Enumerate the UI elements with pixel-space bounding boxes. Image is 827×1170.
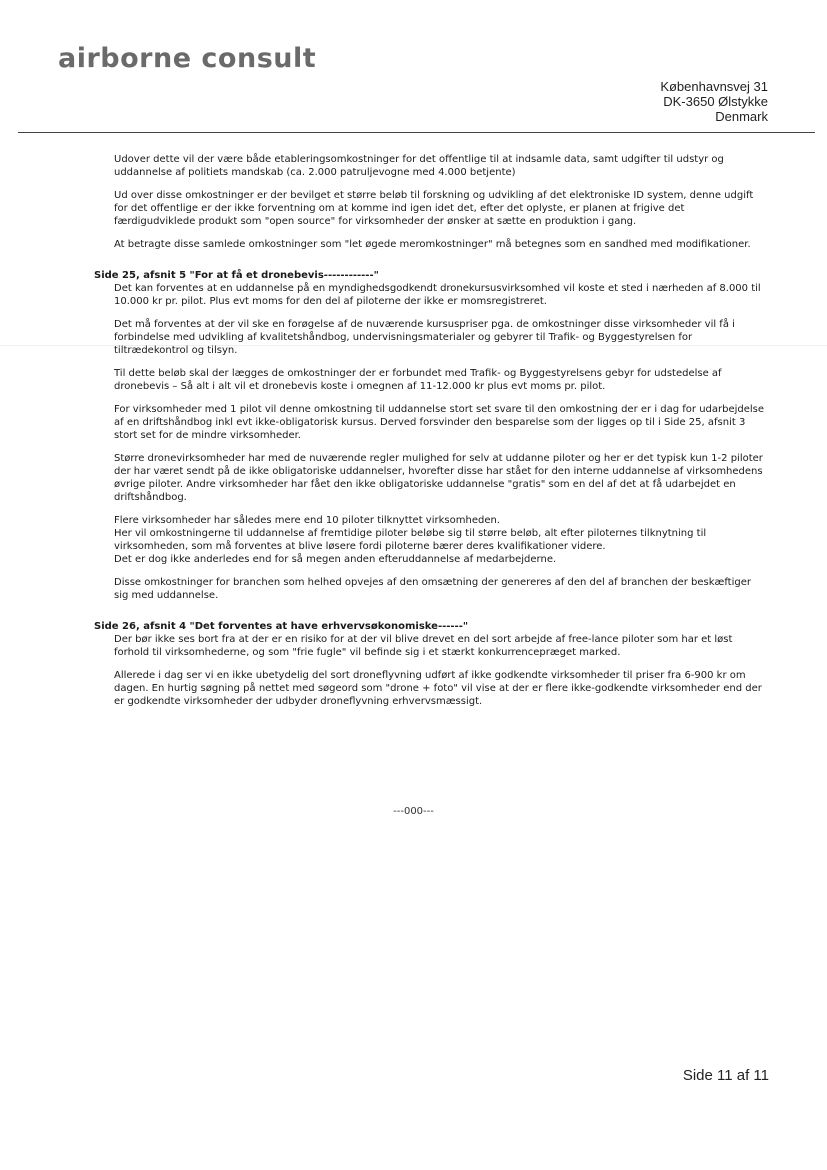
- paragraph: Til dette beløb skal der lægges de omkostninger der er forbundet med Trafik- og Byggestyrelsens gebyr for udstedelse af dronebevis – Så alt i alt vil et dronebevis koste i omegnen af 11-12.000 kr plus evt moms pr. pilot.: [114, 368, 722, 392]
- company-logo: airborne consult: [58, 43, 317, 74]
- page-number: Side 11 af 11: [682, 1067, 769, 1084]
- paragraph: Ud over disse omkostninger er der bevilget et større beløb til forskning og udvikling af det elektroniske ID system, denne udgift for det offentlige er der ikke forventning om at komme ind igen idet det, efter det oplyste, er planen at frigive det færdigudviklede produkt som "open source" for virksomheder der ønsker at sætte en produktion i gang.: [114, 190, 754, 227]
- address-street: Københavnsvej 31: [660, 79, 768, 94]
- paragraph: Det kan forventes at en uddannelse på en myndighedsgodkendt dronekursusvirksomhed vil koste et sted i nærheden af 8.000 til 10.000 kr pr. pilot. Plus evt moms for den del af piloterne der ikke er momsregistreret.: [114, 283, 761, 307]
- address-country: Denmark: [715, 109, 768, 124]
- paragraph: At betragte disse samlede omkostninger som "let øgede meromkostninger" må betegnes som en sandhed med modifikationer.: [114, 239, 751, 250]
- end-separator: ---000---: [393, 806, 434, 817]
- document-body: [96, 153, 768, 718]
- paragraph-line: Det er dog ikke anderledes end for så megen anden efteruddannelse af medarbejderne.: [114, 554, 557, 565]
- company-address: [660, 79, 768, 124]
- paragraph: Allerede i dag ser vi en ikke ubetydelig del sort droneflyvning udført af ikke godkendte virksomheder til priser fra 6-900 kr om dagen. En hurtig søgning på nettet med søgeord som "drone + foto" vil vise at der er flere ikke-godkendte virksomheder end der er godkendte virksomheder der udbyder droneflyvning erhvervsmæssigt.: [114, 670, 762, 707]
- paragraph: Udover dette vil der være både etableringsomkostninger for det offentlige til at indsamle data, samt udgifter til udstyr og uddannelse af politiets mandskab (ca. 2.000 patruljevogne med 4.000 betjente): [114, 154, 724, 178]
- paragraph-line: Flere virksomheder har således mere end 10 piloter tilknyttet virksomheden.: [114, 515, 500, 526]
- paragraph: Der bør ikke ses bort fra at der er en risiko for at der vil blive drevet en del sort arbejde af free-lance piloter som har et løst forhold til virksomhederne, og som "frie fugle" vil befinde sig i et stærkt konkurrencepræget marked.: [114, 634, 733, 658]
- section-heading: Side 25, afsnit 5 "For at få et dronebevis------------": [94, 270, 379, 281]
- paragraph-line: Her vil omkostningerne til uddannelse af fremtidige piloter beløbe sig til større beløb, alt efter piloternes tilknytning til virksomheden, som må forventes at blive løsere fordi piloterne bærer deres kvalifikationer videre.: [114, 528, 707, 552]
- paragraph: [114, 514, 768, 566]
- header-divider: [18, 132, 815, 133]
- section-heading: Side 26, afsnit 4 "Det forventes at have erhvervsøkonomiske------": [94, 621, 469, 632]
- paragraph: Disse omkostninger for branchen som helhed opvejes af den omsætning der genereres af den del af branchen der beskæftiger sig med uddannelse.: [114, 577, 751, 601]
- address-city: DK-3650 Ølstykke: [663, 94, 768, 109]
- paragraph: Det må forventes at der vil ske en forøgelse af de nuværende kursuspriser pga. de omkostninger disse virksomheder vil få i forbindelse med udvikling af kvalitetshåndbog, undervisningsmaterialer og gebyrer til Trafik- og Byggestyrelsen for tiltrædekontrol og tilsyn.: [114, 319, 735, 356]
- paragraph: For virksomheder med 1 pilot vil denne omkostning til uddannelse stort set svare til den omkostning der er i dag for udarbejdelse af en driftshåndbog inkl evt ikke-obligatorisk kursus. Derved forsvinder den besparelse som der ligges op til i Side 25, afsnit 3 stort set for de mindre virksomheder.: [114, 404, 765, 441]
- paragraph: Større dronevirksomheder har med de nuværende regler mulighed for selv at uddanne piloter og her er det typisk kun 1-2 piloter der har været sendt på de ikke obligatoriske uddannelser, hvorefter disse har stået for den interne uddannelse af virksomhedens øvrige piloter. Andre virksomheder har fået den ikke obligatoriske uddannelse "gratis" som en del af det at få udarbejdet en driftshåndbog.: [114, 453, 763, 503]
